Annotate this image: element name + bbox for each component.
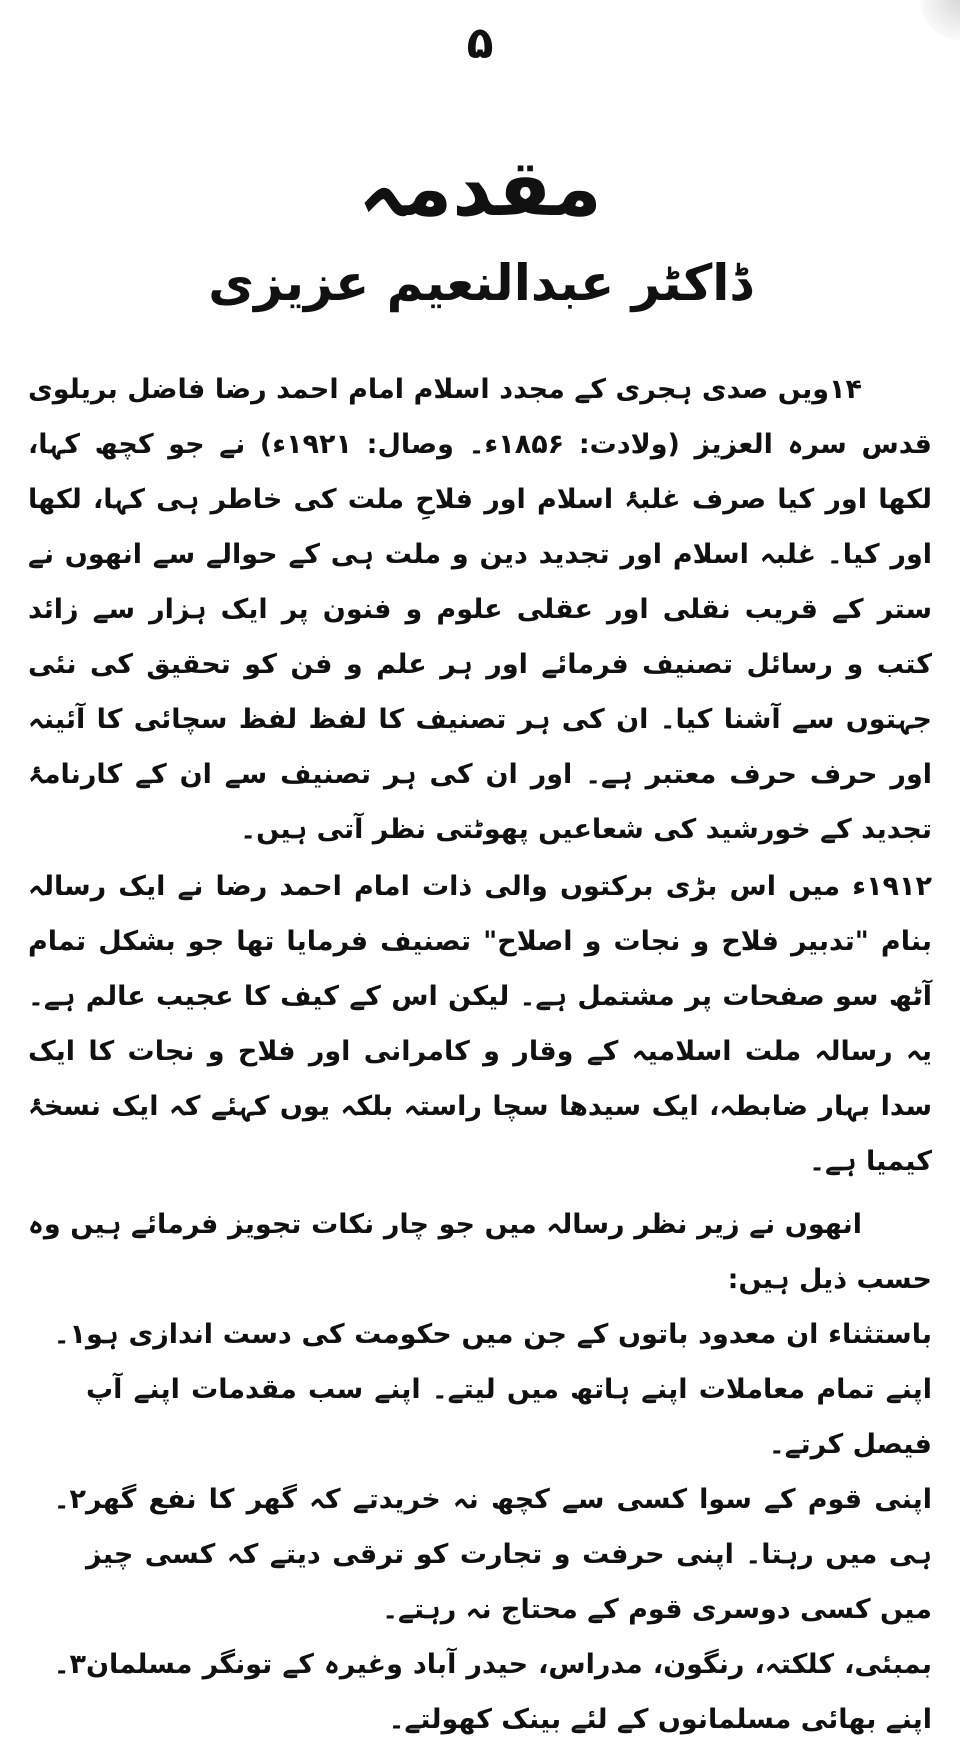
list-item	[28, 1637, 932, 1747]
paragraph-2: ۱۹۱۲ء میں اس بڑی برکتوں والی ذات امام احمد رضا نے ایک رسالہ بنام "تدبیر فلاح و نجات و اصلاح" تصنیف فرمایا تھا جو بشکل تمام آٹھ سو صفحات پر مشتمل ہے۔ لیکن اس کے کیف کا عجیب عالم ہے۔ یہ رسالہ ملت اسلامیہ کے وقار و کامرانی اور فلاح و نجات کا ایک سدا بہار ضابطہ، ایک سیدھا سچا راستہ بلکہ یوں کہئے کہ ایک نسخۂ کیمیا ہے۔	[28, 871, 932, 1177]
list-intro: انھوں نے زیر نظر رسالہ میں جو چار نکات تجویز فرمائے ہیں وہ حسب ذیل ہیں:	[28, 1209, 932, 1295]
author-name: ڈاکٹر عبدالنعیم عزیزی	[208, 254, 752, 312]
list-item	[28, 1472, 932, 1637]
paragraph-1: ۱۴ویں صدی ہجری کے مجدد اسلام امام احمد رضا فاضل بریلوی قدس سرہ العزیز (ولادت: ۱۸۵۶ء۔ وصال: ۱۹۲۱ء) نے جو کچھ کہا، لکھا اور کیا صرف غلبۂ اسلام اور فلاحِ ملت کی خاطر ہی کہا، لکھا اور کیا۔ غلبہ اسلام اور تجدید دین و ملت ہی کے حوالے سے انھوں نے ستر کے قریب نقلی اور عقلی علوم و فنون پر ایک ہزار سے زائد کتب و رسائل تصنیف فرمائے اور ہر علم و فن کو تحقیق کی نئی جہتوں سے آشنا کیا۔ ان کی ہر تصنیف کا لفظ لفظ سچائی کا آئینہ اور حرف حرف معتبر ہے۔ اور ان کی ہر تصنیف سے ان کے کارنامۂ تجدید کے خورشید کی شعاعیں پھوٹتی نظر آتی ہیں۔	[28, 374, 932, 845]
page-title: مقدمہ	[358, 144, 602, 234]
list-item-text: بمبئی، کلکتہ، رنگون، مدراس، حیدر آباد وغیرہ کے تونگر مسلمان اپنے بھائی مسلمانوں کے لئے بینک کھولتے۔	[86, 1649, 932, 1735]
page-number: ۵	[466, 18, 494, 69]
list-item-text: باستثناء ان معدود باتوں کے جن میں حکومت کی دست اندازی ہو اپنے تمام معاملات اپنے ہاتھ میں لیتے۔ اپنے سب مقدمات اپنے آپ فیصل کرتے۔	[86, 1319, 932, 1460]
list-item-number: ۱۔	[53, 1319, 86, 1350]
list-item-number: ۳۔	[53, 1649, 86, 1680]
list-item-text: اپنی قوم کے سوا کسی سے کچھ نہ خریدتے کہ گھر کا نفع گھر ہی میں رہتا۔ اپنی حرفت و تجارت کو ترقی دیتے کہ کسی چیز میں کسی دوسری قوم کے محتاج نہ رہتے۔	[86, 1484, 932, 1625]
body-text	[28, 362, 932, 1747]
points-list	[28, 1307, 932, 1747]
list-item-number: ۲۔	[53, 1484, 86, 1515]
list-item	[28, 1307, 932, 1472]
